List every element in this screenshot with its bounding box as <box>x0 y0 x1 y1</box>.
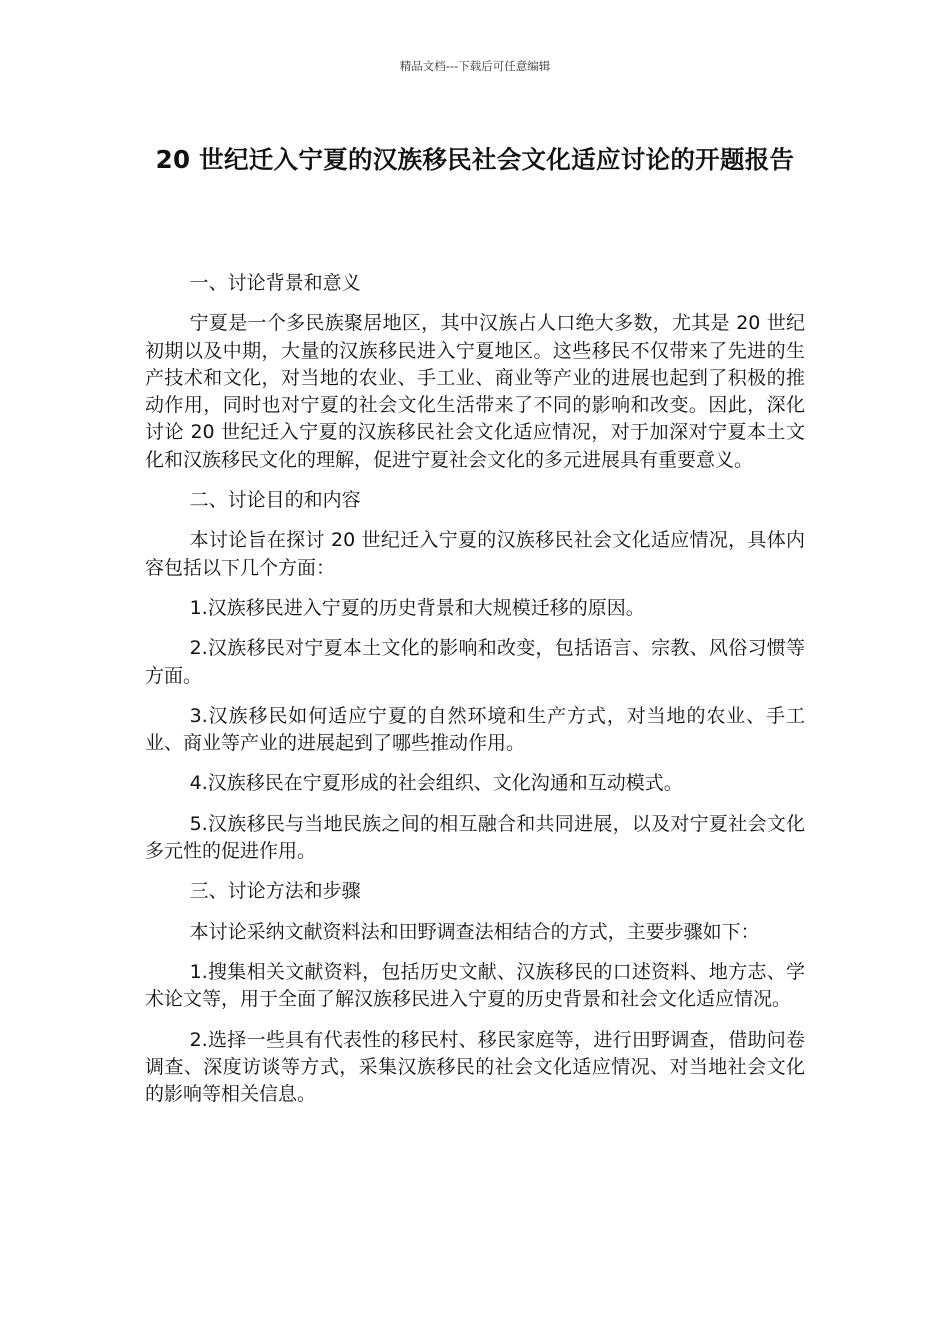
paragraph: 本讨论旨在探讨 20 世纪迁入宁夏的汉族移民社会文化适应情况，具体内容包括以下几个方面： <box>145 529 805 579</box>
list-item: 3.汉族移民如何适应宁夏的自然环境和生产方式，对当地的农业、手工业、商业等产业的进展起到了哪些推动作用。 <box>145 704 805 755</box>
paragraph: 本讨论采纳文献资料法和田野调查法相结合的方式，主要步骤如下： <box>189 920 760 943</box>
section-heading-purpose: 二、讨论目的和内容 <box>189 489 361 512</box>
section-heading-methods: 三、讨论方法和步骤 <box>189 880 361 903</box>
list-item: 1.汉族移民进入宁夏的历史背景和大规模迁移的原因。 <box>189 596 645 619</box>
section-heading-background: 一、讨论背景和意义 <box>189 272 361 294</box>
list-item: 2.选择一些具有代表性的移民村、移民家庭等，进行田野调查，借助问卷调查、深度访谈等方式，采集汉族移民的社会文化适应情况、对当地社会文化的影响等相关信息。 <box>145 1028 805 1106</box>
list-item: 4.汉族移民在宁夏形成的社会组织、文化沟通和互动模式。 <box>189 772 683 795</box>
page-header-watermark: 精品文档---下载后可任意编辑 <box>399 59 551 73</box>
list-item: 1.搜集相关文献资料，包括历史文献、汉族移民的口述资料、地方志、学术论文等，用于全面了解汉族移民进入宁夏的历史背景和社会文化适应情况。 <box>145 960 805 1011</box>
document-title: 20 世纪迁入宁夏的汉族移民社会文化适应讨论的开题报告 <box>155 145 795 174</box>
list-item: 2.汉族移民对宁夏本土文化的影响和改变，包括语言、宗教、风俗习惯等方面。 <box>145 637 805 687</box>
list-item: 5.汉族移民与当地民族之间的相互融合和共同进展，以及对宁夏社会文化多元性的促进作用。 <box>145 812 805 863</box>
paragraph: 宁夏是一个多民族聚居地区，其中汉族占人口绝大多数，尤其是 20 世纪初期以及中期，大量的汉族移民进入宁夏地区。这些移民不仅带来了先进的生产技术和文化，对当地的农业、手工业、商业等产业的进展也起到了积极的推动作用，同时也对宁夏的社会文化生活带来了不同的影响和改变。因此，深化讨论 20 世纪迁入宁夏的汉族移民社会文化适应情况，对于加深对宁夏本土文化和汉族移民文化的理解，促进宁夏社会文化的多元进展具有重要意义。 <box>145 312 805 471</box>
document-body <box>145 270 805 1121</box>
